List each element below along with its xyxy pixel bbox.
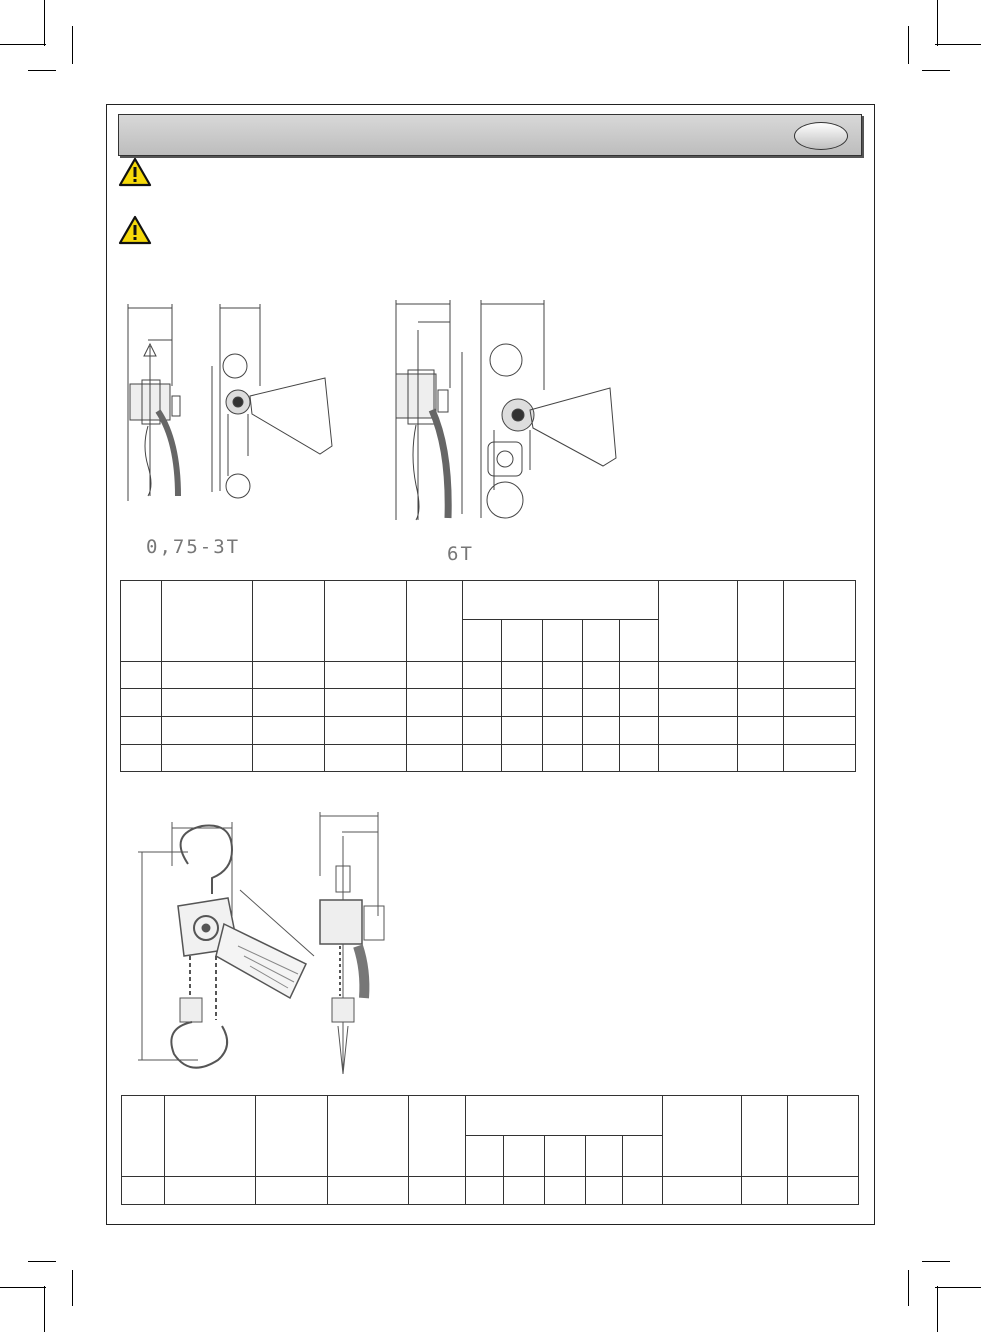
table-header-cell xyxy=(543,620,583,662)
table-header-cell xyxy=(122,1096,165,1177)
table-header-cell xyxy=(465,1136,504,1177)
table-header-cell xyxy=(742,1096,788,1177)
hoist-drawing-small xyxy=(120,296,340,506)
table-header-cell xyxy=(255,1096,327,1177)
table-row xyxy=(122,1177,859,1205)
model-label: 6T xyxy=(447,543,474,565)
table-row xyxy=(121,662,856,689)
hoist-drawing-compact xyxy=(128,806,398,1081)
language-badge xyxy=(794,122,848,150)
table-header-cell xyxy=(161,581,252,662)
table-header-cell xyxy=(327,1096,408,1177)
spec-table-top xyxy=(120,580,856,772)
table-header-cell xyxy=(462,581,659,620)
table-header-cell xyxy=(408,1096,465,1177)
table-header-cell xyxy=(788,1096,859,1177)
table-header-cell xyxy=(504,1136,545,1177)
hoist-drawing-large xyxy=(388,290,623,530)
table-header-cell xyxy=(465,1096,663,1136)
table-header-cell xyxy=(583,620,620,662)
table-header-cell xyxy=(784,581,856,662)
section-header xyxy=(118,114,862,156)
table-header-cell xyxy=(738,581,784,662)
model-label: 0,75-3T xyxy=(146,536,241,558)
table-header-cell xyxy=(545,1136,586,1177)
table-header-cell xyxy=(663,1096,742,1177)
table-row xyxy=(121,745,856,772)
table-header-cell xyxy=(586,1136,623,1177)
table-row xyxy=(121,689,856,717)
table-header-cell xyxy=(324,581,406,662)
table-header-cell xyxy=(406,581,462,662)
table-header-cell xyxy=(121,581,162,662)
table-header-cell xyxy=(623,1136,663,1177)
spec-table-bottom xyxy=(121,1095,859,1205)
table-header-cell xyxy=(164,1096,255,1177)
table-header-cell xyxy=(620,620,659,662)
warning-triangle-icon xyxy=(118,157,152,187)
table-row xyxy=(121,717,856,745)
table-header-cell xyxy=(252,581,324,662)
table-header-cell xyxy=(659,581,738,662)
table-header-cell xyxy=(502,620,543,662)
warning-triangle-icon xyxy=(118,215,152,245)
table-header-cell xyxy=(462,620,502,662)
